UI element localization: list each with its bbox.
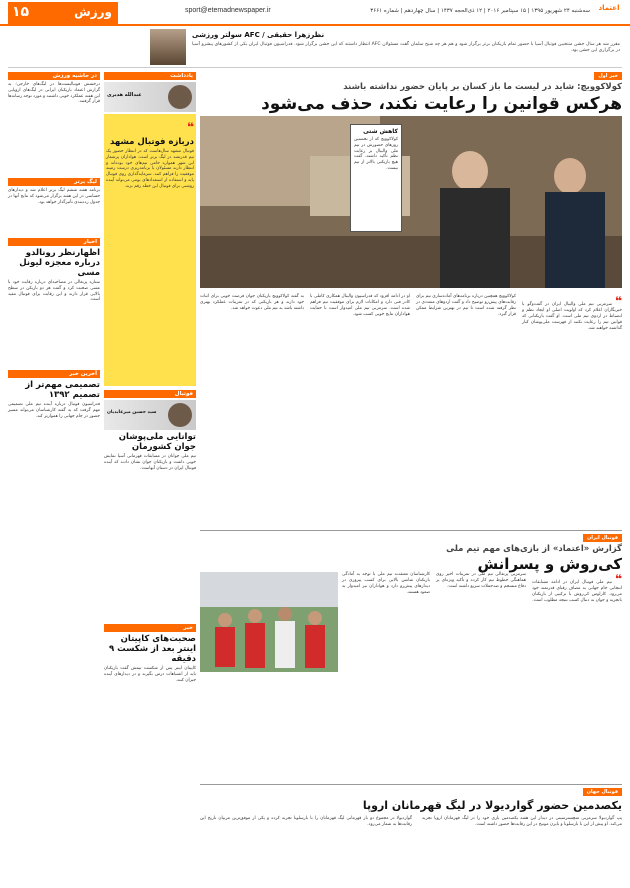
columnist-name: نظرزهرا حقیقی / AFC سولتر ورزشی: [192, 31, 325, 39]
column-band: [8, 28, 622, 68]
quote-icon: ❝: [186, 120, 194, 134]
opinion-title-3: صحبت‌های کاپیتان اینتر بعد از شکست ۹ دقیقه: [108, 634, 196, 664]
lead-subhead: کولاکوویچ: شاید در لیست ما باز کسان بر پایان حضور نداشته باشند: [343, 82, 622, 92]
second-body-2: سرمربی پرتغالی تیم ملی در تمرینات اخیر روی هماهنگی خطوط تیم کار کرده و تأکید ویژه‌ای بر دفاع منسجم و ضدحملات سریع داشته است.: [436, 572, 526, 589]
opinion-title-2: توانایی ملی‌پوشان جوان کشورمان: [118, 432, 196, 452]
sidebar-item-2: برنامه هفته ششم لیگ برتر اعلام شد و دیدارهای حساسی در این هفته برگزار می‌شود که نتایج آنها در جدول رده‌بندی تأثیرگذار خواهد بود.: [8, 188, 100, 205]
section-email[interactable]: sport@etemadnewspaper.ir: [185, 7, 271, 14]
sidebar-head-2: لیگ برتر: [8, 178, 100, 186]
opinion-author-2: سید حسین میرعابدیان: [107, 410, 157, 415]
opinion-author: عبدالله هدیری: [107, 92, 142, 98]
columnist-photo: [150, 29, 186, 65]
story-divider-1: [200, 530, 622, 531]
sidebar-item-4: فدراسیون فوتبال درباره آینده تیم ملی تصمیمی مهم گرفت که به گفته کارشناسان می‌تواند مسیر حضور در جام جهانی را هموارتر کند.: [8, 402, 100, 419]
second-body-1: [532, 572, 622, 778]
second-quote-icon: ❝: [614, 572, 622, 586]
pull-title: کاهش شتی: [363, 128, 398, 135]
lead-body-1: [522, 294, 622, 522]
opinion-title: دربازه فوتبال مشهد: [109, 137, 194, 147]
lead-quote-icon: ❝: [614, 294, 623, 308]
masthead: [0, 0, 630, 26]
second-kicker: فوتبال ایران: [583, 534, 622, 542]
opinion-head-2: فوتبال: [104, 390, 196, 398]
third-kicker: فوتبال جهان: [583, 788, 622, 796]
page-number: ۱۵: [12, 4, 30, 20]
third-headline: یکصدمین حضور گواردیولا در لیگ قهرمانان اروپا: [362, 799, 622, 812]
date-line: سه‌شنبه ۲۴ شهریور ۱۳۹۵ | ۱۵ سپتامبر ۲۰۱۶ | ۱۲ ذی‌الحجه ۱۴۳۷ | سال چهاردهم | شماره ۳۶۶۱: [370, 8, 590, 14]
second-subhead: گزارش «اعتماد» از بازی‌های مهم تیم ملی: [446, 544, 622, 554]
lead-body-2: کولاکوویچ همچنین درباره برنامه‌های آماده‌سازی تیم برای رقابت‌های پیش‌رو توضیح داد و گفت اردوهای متعددی در نظر گرفته شده است تا تیم در بهترین شرایط ممکن قرار گیرد.: [416, 294, 516, 317]
sidebar-title-4: تصمیمی مهم‌تر از تصمیم ۱۳۹۲: [25, 380, 100, 400]
sidebar-head-4: آخرین خبر: [8, 370, 100, 378]
second-body-1-text: تیم ملی فوتبال ایران در ادامه مسابقات انتخابی جام جهانی به مصاف رقبای قدرتمند خود می‌رود. کارلوس کی‌روش با ترکیبی از بازیکنان باتجربه و جوان به دنبال کسب نتیجه مطلوب است.: [532, 580, 622, 603]
pull-text: کولاکوویچ که از نخستین روزهای حضورش در تیم ملی والیبال بر رعایت نظم تأکید داشته، گفت هیچ بازیکنی بالاتر از تیم نیست.: [354, 137, 398, 171]
sidebar-head-3: اخبار: [8, 238, 100, 246]
opinion-text: فوتبال مشهد سال‌هاست که در انتظار حضور یک تیم قدرتمند در لیگ برتر است. هواداران پرشمار این شهر همواره حامی تیم‌های خود بوده‌اند و انتظار دارند مسئولان با برنامه‌ریزی درست زمینه موفقیت را فراهم کنند. سرمایه‌گذاری روی فوتبال پایه و استفاده از استعدادهای بومی می‌تواند آینده روشنی برای فوتبال این خطه رقم بزند.: [106, 149, 194, 189]
opinion-text-2: تیم ملی جوانان در مسابقات قهرمانی آسیا نمایش خوبی داشت و بازیکنان جوان نشان دادند که آینده فوتبال ایران در دستان آنهاست.: [104, 454, 196, 471]
opinion-text-3: کاپیتان اینتر پس از شکست تیمش گفت بازیکنان باید از اشتباهات درس بگیرند و در دیدارهای آینده جبران کنند.: [104, 666, 196, 683]
lead-body-3: او در ادامه افزود که فدراسیون والیبال همکاری کاملی با کادر فنی دارد و امکانات لازم برای موفقیت تیم فراهم شده است. سرمربی تیم ملی امیدوار است با حمایت هواداران نتایج خوبی کسب شود.: [310, 294, 410, 317]
second-body-3: کارشناسان معتقدند تیم ملی با توجه به آمادگی بازیکنان شانس بالایی برای کسب پیروزی در دیدارهای پیش‌رو دارد و هواداران نیز امیدوار به صعود هستند.: [342, 572, 430, 595]
lead-photo: [200, 116, 622, 288]
news-sidebar: [8, 72, 100, 812]
third-body-1: پپ گواردیولا سرمربی منچسترسیتی در دیدار این هفته یکصدمین بازی خود را در لیگ قهرمانان اروپا تجربه می‌کند. او پیش از این با بارسلونا و بایرن مونیخ در این رقابت‌ها حضور داشته است.: [422, 816, 622, 827]
sidebar-title-3: اظهارنظر رونالدو درباره معجزه لیونل مسی: [19, 248, 100, 278]
sidebar-item-3: ستاره پرتغالی در مصاحبه‌ای درباره رقابت خود با مسی صحبت کرد و گفت هر دو بازیکن در سطح بالایی قرار دارند و این رقابت برای فوتبال مفید است.: [8, 280, 100, 303]
second-photo: [200, 572, 338, 672]
opinion-author-photo: [104, 82, 196, 112]
lead-pull-box: [350, 124, 402, 232]
column-text: مقرر شد هر سال جشن منتخبین فوتبال آسیا با حضور تمام بازیکنان برتر برگزار شود و هم هر چه شیخ سلمان گفت مسئولان AFC انتظار داشتند که این جشن برگزار شود. فدراسیون فوتبال ایران یکی از کشورهای پیشرو آسیا در برگزاری این جشن بود.: [192, 42, 620, 54]
opinion-box: [104, 114, 196, 386]
newspaper-logo: اعتماد: [598, 4, 620, 12]
second-headline: کی‌روش و پسرانش: [477, 555, 622, 573]
team-photo-image: [200, 572, 338, 672]
sidebar-item-1: درخشش فوتبالیست‌ها در لیگ‌های خارجی؛ به گزارش اعتماد بازیکنان ایرانی در لیگ‌های اروپایی این هفته عملکرد خوبی داشتند و مورد توجه رسانه‌ها قرار گرفتند.: [8, 82, 100, 105]
lead-body-1-text: سرمربی تیم ملی والیبال ایران در گفت‌وگو با خبرنگاران اعلام کرد که اولویت اصلی او ایجاد نظم و انضباط در اردوی تیم ملی است. او گفت بازیکنانی که قوانین تیم را رعایت نکنند از فهرست ملی‌پوشان کنار گذاشته خواهند شد.: [522, 302, 622, 331]
lead-body-4: به گفته کولاکوویچ بازیکنان جوان فرصت خوبی برای اثبات خود دارند و هر بازیکنی که در تمرینات عملکرد بهتری داشته باشد به تیم ملی دعوت خواهد شد.: [200, 294, 304, 311]
sidebar-head-1: در حاشیه ورزش: [8, 72, 100, 80]
story-divider-2: [200, 784, 622, 785]
lead-kicker: خبر اول: [594, 72, 622, 80]
author-avatar-2: [168, 403, 192, 427]
section-banner: [8, 2, 118, 24]
lead-headline: هرکس قوانین را رعایت نکند، حذف می‌شود: [261, 94, 622, 114]
lead-photo-image: [200, 116, 622, 288]
third-body-2: گواردیولا در مجموع دو بار قهرمانی لیگ قهرمانان را با بارسلونا تجربه کرده و یکی از موفق‌ترین مربیان تاریخ این رقابت‌ها به شمار می‌رود.: [200, 816, 412, 827]
section-label: ورزش: [74, 5, 112, 19]
author-avatar: [168, 85, 192, 109]
opinion-head: یادداشت: [104, 72, 196, 80]
opinion-column: [104, 72, 196, 812]
opinion-head-3: خبر: [104, 624, 196, 632]
opinion-author-photo-2: [104, 400, 196, 430]
